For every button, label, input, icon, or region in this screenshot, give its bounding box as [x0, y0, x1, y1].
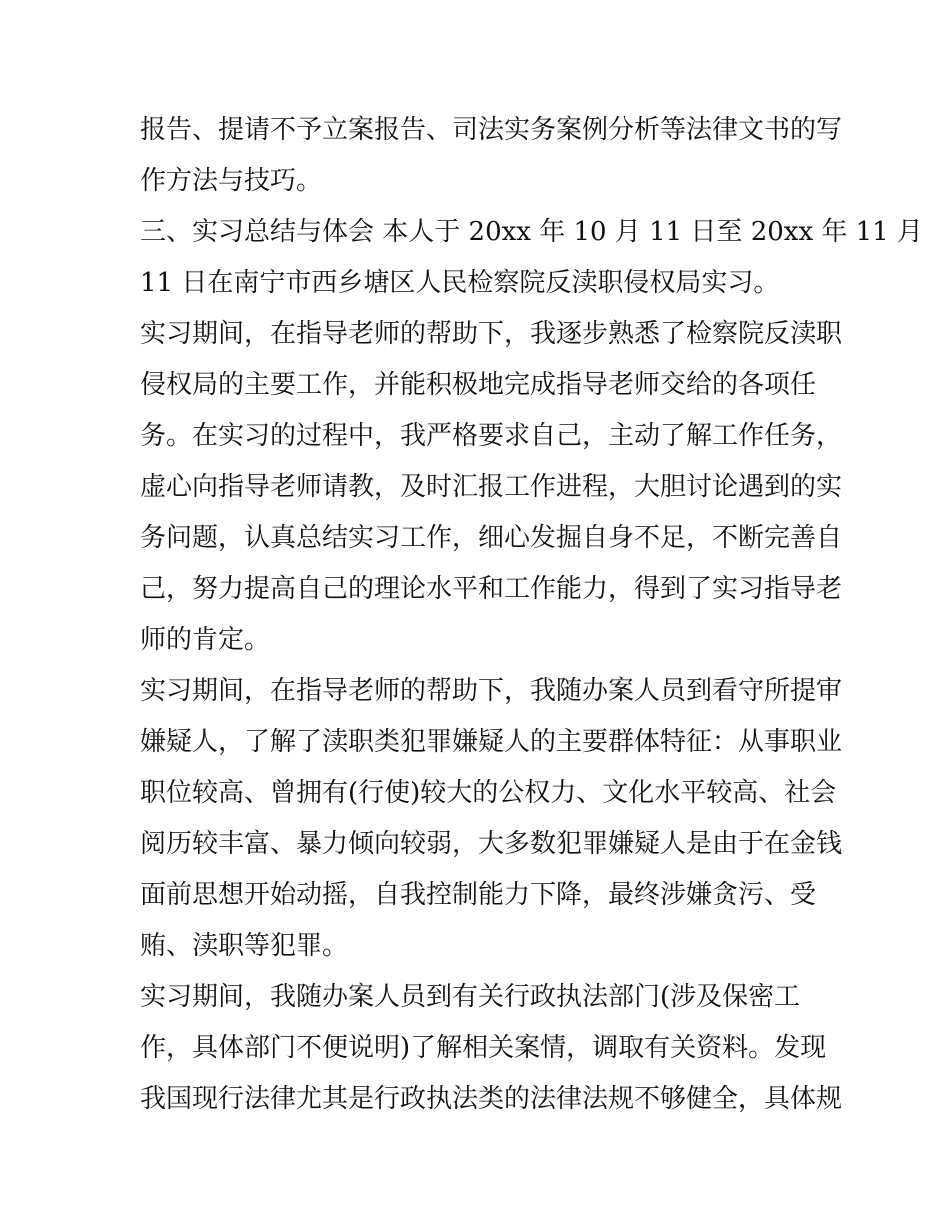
text-line: 虚心向指导老师请教，及时汇报工作进程，大胆讨论遇到的实	[140, 472, 843, 502]
text-line: 阅历较丰富、暴力倾向较弱，大多数犯罪嫌疑人是由于在金钱	[140, 829, 843, 859]
text-line: 面前思想开始动摇，自我控制能力下降，最终涉嫌贪污、受	[140, 880, 817, 910]
text-line: 作方法与技巧。	[140, 166, 323, 196]
text-line: 务问题，认真总结实习工作，细心发掘自身不足，不断完善自	[140, 523, 843, 553]
paragraph-start-line: 实习期间，我随办案人员到有关行政执法部门(涉及保密工	[140, 982, 801, 1012]
text-line: 作，具体部门不便说明)了解相关案情，调取有关资料。发现	[140, 1033, 827, 1063]
text-line: 师的肯定。	[140, 625, 271, 655]
text-line: 我国现行法律尤其是行政执法类的法律法规不够健全，具体规	[140, 1084, 843, 1114]
text-line: 报告、提请不予立案报告、司法实务案例分析等法律文书的写	[140, 115, 843, 145]
text-line: 11 日在南宁市西乡塘区人民检察院反渎职侵权局实习。	[140, 268, 780, 298]
text-line: 己，努力提高自己的理论水平和工作能力，得到了实习指导老	[140, 574, 843, 604]
text-line: 贿、渎职等犯罪。	[140, 931, 349, 961]
text-line: 职位较高、曾拥有(行使)较大的公权力、文化水平较高、社会	[140, 778, 837, 808]
section-heading-line: 三、实习总结与体会 本人于 20xx 年 10 月 11 日至 20xx 年 11 月	[140, 217, 923, 247]
text-line: 务。在实习的过程中，我严格要求自己，主动了解工作任务，	[140, 421, 843, 451]
paragraph-start-line: 实习期间，在指导老师的帮助下，我随办案人员到看守所提审	[140, 676, 843, 706]
paragraph-start-line: 实习期间，在指导老师的帮助下，我逐步熟悉了检察院反渎职	[140, 319, 843, 349]
text-line: 嫌疑人，了解了渎职类犯罪嫌疑人的主要群体特征：从事职业	[140, 727, 843, 757]
text-line: 侵权局的主要工作，并能积极地完成指导老师交给的各项任	[140, 370, 817, 400]
